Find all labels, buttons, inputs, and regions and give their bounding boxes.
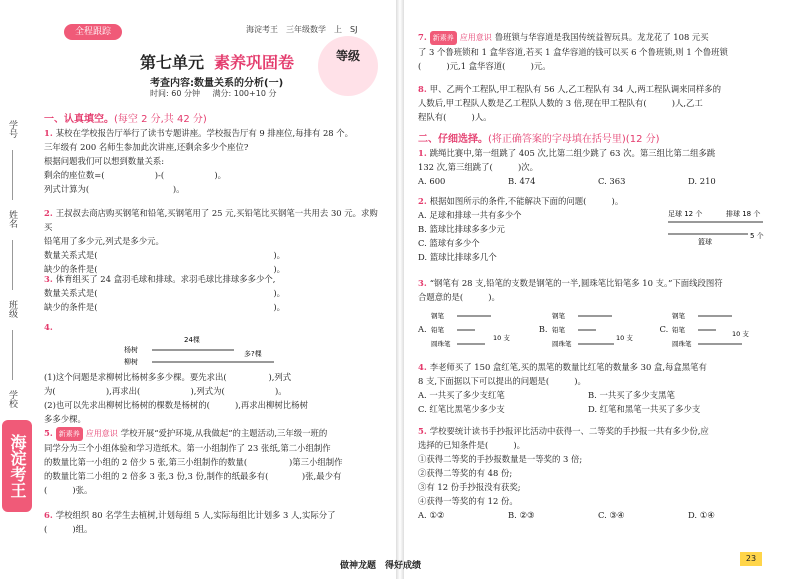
divider <box>12 330 13 380</box>
option-d[interactable]: D. ①④ <box>688 510 715 520</box>
choice-5 <box>418 424 788 522</box>
question-1 <box>44 126 384 196</box>
diagram-label: 10 支 <box>732 330 750 338</box>
option-letter: A. <box>418 324 427 334</box>
condition: ④获得一等奖的有 12 份。 <box>418 496 518 506</box>
options <box>418 174 788 188</box>
question-text: 数量关系式是( )。 <box>44 288 286 298</box>
question-text: 选择的已知条件是( )。 <box>418 440 526 450</box>
question-text: 人数后,甲工程队人数是乙工程队人数的 3 倍,现在甲工程队有( )人,乙工 <box>418 98 703 108</box>
question-text: ( )张。 <box>44 485 93 495</box>
option-a[interactable]: A. 足球和排球一共有多少个 <box>418 210 522 220</box>
option-c[interactable] <box>660 308 763 350</box>
line-segment-diagram <box>124 334 324 370</box>
question-text: 数量关系式是( )。 <box>44 250 286 260</box>
book-info: 海淀考王 三年级数学 上 SJ <box>246 25 358 34</box>
question-text: 王叔叔去商店购买钢笔和铅笔,买钢笔用了 25 元,买铅笔比买钢笔一共用去 30 元。求购买 <box>44 208 378 232</box>
question-text: 体育组买了 24 盒羽毛球和排球。求羽毛球比排球多多少个, <box>55 274 276 284</box>
score-label: 满分: 100+10 分 <box>212 89 277 98</box>
option-c-diagram <box>672 308 762 350</box>
question-text: 多多少棵。 <box>44 414 86 424</box>
question-text: “钢笔有 28 支,铅笔的支数是钢笔的一半,圆珠笔比铅笔多 10 支。”下面线段图符 <box>429 278 723 288</box>
condition: ②获得二等奖的有 48 份; <box>418 468 513 478</box>
question-text: 同学分为三个小组体验和学习造纸术。第一小组制作了 23 张纸,第二小组制作 <box>44 443 331 453</box>
option-c[interactable]: C. ③④ <box>598 510 625 520</box>
question-number: 4. <box>418 362 427 372</box>
footer-slogan: 做神龙题 得好成绩 <box>340 561 422 571</box>
diagram-label: 柳树 <box>124 358 138 366</box>
grade-circle: 等级 <box>318 36 378 96</box>
right-page <box>402 0 800 579</box>
question-text: 跳绳比赛中,第一组跳了 405 次,比第二组少跳了 63 次。第三组比第二组多跳 <box>429 148 716 158</box>
option-d[interactable]: D. 篮球比排球多几个 <box>418 252 497 262</box>
question-text: (1)这个问题是求柳树比杨树多多少棵。要先求出( ),列式 <box>44 372 292 382</box>
application-tag: 应用意识 <box>459 33 492 42</box>
question-number: 7. <box>418 32 427 42</box>
divider <box>12 240 13 290</box>
option-a[interactable]: A. 600 <box>418 176 446 186</box>
question-4 <box>44 320 384 426</box>
option-b-diagram <box>552 308 642 350</box>
diagram-label: 10 支 <box>492 334 510 342</box>
condition: ③有 12 份手抄报没有获奖; <box>418 482 521 492</box>
option-a[interactable] <box>418 308 521 350</box>
question-number: 3. <box>44 274 53 284</box>
question-text: 程队有( )人。 <box>418 112 492 122</box>
left-page <box>0 0 398 579</box>
diagram-label: 钢笔 <box>430 312 444 320</box>
brand-logo: 海淀考王 <box>2 420 32 512</box>
section-2-title: 二、仔细选择。 <box>418 134 488 145</box>
question-text: 缺少的条件是( )。 <box>44 264 286 274</box>
exam-meta <box>150 88 286 99</box>
question-text: 铅笔用了多少元,列式是多少元。 <box>44 236 164 246</box>
option-a[interactable]: A. ①② <box>418 510 445 520</box>
option-d[interactable]: D. 210 <box>688 176 716 186</box>
option-b[interactable]: B. 474 <box>508 176 536 186</box>
question-text: 根据问题我们可以想到数量关系: <box>44 156 165 166</box>
question-number: 1. <box>418 148 427 158</box>
choice-3-options <box>418 308 788 350</box>
option-b[interactable] <box>539 308 642 350</box>
diagram-label: 圆珠笔 <box>551 340 572 348</box>
choice-2-diagram <box>668 208 778 248</box>
diagram-label: 多?棵 <box>244 350 262 358</box>
question-text: 为( ),再求出( ),列式为( )。 <box>44 386 287 396</box>
question-text: 的数量比第一小组的 2 倍少 5 张,第三小组制作的数量( )第三小组制作 <box>44 457 343 467</box>
options <box>418 508 788 522</box>
question-number: 2. <box>44 208 53 218</box>
question-text: (2)也可以先求出柳树比杨树的棵数是杨树的( ),再求出柳树比杨树 <box>44 400 308 410</box>
question-text: 的数量比第二小组的 2 倍多 3 张,3 份,3 份,制作的纸最多有( )张,最少有 <box>44 471 342 481</box>
question-2 <box>44 206 384 276</box>
new-literacy-tag: 新素养 <box>430 31 457 45</box>
unit-title: 素养巩固卷 <box>214 53 295 72</box>
choice-3 <box>418 276 788 350</box>
question-5 <box>44 426 384 497</box>
choice-4 <box>418 360 788 416</box>
option-b[interactable]: B. ②③ <box>508 510 535 520</box>
question-text: 学校组织 80 名学生去植树,计划每组 5 人,实际每组比计划多 3 人,实际分了 <box>55 510 336 520</box>
application-tag: 应用意识 <box>85 429 118 438</box>
question-text: 李老师买了 150 盒红笔,买的黑笔的数量比红笔的数量多 30 盒,每盒黑笔有 <box>429 362 707 372</box>
diagram-label: 铅笔 <box>672 326 686 334</box>
option-b[interactable]: B. 篮球比排球多多少元 <box>418 224 505 234</box>
condition: ①获得二等奖的手抄报数量是一等奖的 3 倍; <box>418 454 583 464</box>
time-label: 时间: 60 分钟 <box>150 89 200 98</box>
diagram-label: 足球 12 个 <box>668 210 703 218</box>
question-text: ( )元,1 盒华容道( )元。 <box>418 61 551 71</box>
diagram-label: 铅笔 <box>551 326 565 334</box>
question-text: 列式计算为( )。 <box>44 184 185 194</box>
diagram-label: 铅笔 <box>430 326 444 334</box>
options <box>418 388 788 416</box>
question-8 <box>418 82 788 124</box>
question-number: 6. <box>44 510 53 520</box>
question-text: 合题意的是( )。 <box>418 292 500 302</box>
question-number: 5. <box>44 428 53 438</box>
question-number: 4. <box>44 322 53 332</box>
question-number: 5. <box>418 426 427 436</box>
question-text: ( )组。 <box>44 524 93 534</box>
student-number-label: 学号 <box>7 120 17 138</box>
option-d[interactable]: D. 红笔和黑笔一共买了多少支 <box>588 404 701 414</box>
class-label: 班级 <box>7 300 17 318</box>
question-text: 甲、乙两个工程队,甲工程队有 56 人,乙工程队有 34 人,两工程队调来同样多的 <box>429 84 721 94</box>
diagram-label: 排球 18 个 <box>726 210 761 218</box>
diagram-label: 24棵 <box>184 336 200 344</box>
subtitle: 考查内容:数量关系的分析(一) <box>150 78 284 89</box>
diagram-label: 5 个 <box>750 232 764 240</box>
question-text: 学校要统计读书手抄报评比活动中获得一、二等奖的手抄报一共有多少份,应 <box>429 426 709 436</box>
question-3 <box>44 272 384 314</box>
question-7 <box>418 30 788 73</box>
option-letter: C. <box>659 324 669 334</box>
diagram-label: 圆珠笔 <box>430 340 451 348</box>
question-text: 根据如图所示的条件,不能解决下面的问题( )。 <box>429 196 624 206</box>
choice-1 <box>418 146 788 188</box>
question-text: 缺少的条件是( )。 <box>44 302 286 312</box>
question-text: 鲁班锁与华容道是我国传统益智玩具。龙龙花了 108 元买 <box>494 32 709 42</box>
question-text: 了 3 个鲁班锁和 1 盒华容道,若买 1 盒华容道的钱可以买 6 个鲁班锁,则 1 个鲁班锁 <box>418 47 728 57</box>
section-1-title: 一、认真填空。 <box>44 114 114 125</box>
page-number: 23 <box>740 552 762 566</box>
choice-2 <box>418 194 788 264</box>
diagram-label: 篮球 <box>698 238 712 246</box>
diagram-label: 圆珠笔 <box>672 340 692 348</box>
section-title <box>44 110 207 125</box>
section-1-note: (每空 2 分,共 42 分) <box>114 114 207 125</box>
option-a-diagram <box>431 308 521 350</box>
page-title <box>140 50 294 73</box>
unit-label: 第七单元 <box>140 53 205 72</box>
option-c[interactable]: C. 红笔比黑笔少多少支 <box>418 404 505 414</box>
diagram-label: 钢笔 <box>672 312 686 320</box>
question-text: 学校开展“爱护环境,从我做起”的主题活动,三年级一班的 <box>120 428 328 438</box>
diagram-label: 杨树 <box>124 346 138 354</box>
option-letter: B. <box>538 324 548 334</box>
name-label: 姓名 <box>7 210 17 228</box>
question-text: 132 次,第三组跳了( )次。 <box>418 162 538 172</box>
section-2-note: (将正确答案的字母填在括号里)(12 分) <box>488 134 660 145</box>
section-title <box>418 130 660 145</box>
question-number: 8. <box>418 84 427 94</box>
school-label: 学校 <box>7 390 17 408</box>
header-badge: 全程跟踪 <box>64 24 122 40</box>
diagram-label: 10 支 <box>615 334 633 342</box>
option-c[interactable]: C. 363 <box>598 176 626 186</box>
option-c[interactable]: C. 篮球有多少个 <box>418 238 480 248</box>
question-number: 1. <box>44 128 53 138</box>
question-number: 3. <box>418 278 427 288</box>
question-number: 2. <box>418 196 427 206</box>
question-text: 三年级有 200 名师生参加此次讲座,还剩余多少个座位? <box>44 142 249 152</box>
question-text: 某校在学校报告厅举行了读书专题讲座。学校报告厅有 9 排座位,每排有 28 个。 <box>55 128 354 138</box>
option-b[interactable]: B. 一共买了多少支黑笔 <box>588 390 675 400</box>
divider <box>12 150 13 200</box>
question-text: 8 支,下面据以下可以提出的问题是( )。 <box>418 376 586 386</box>
question-6 <box>44 508 384 536</box>
option-a[interactable]: A. 一共买了多少支红笔 <box>418 390 505 400</box>
question-text: 剩余的座位数=( )-( )。 <box>44 170 227 180</box>
new-literacy-tag: 新素养 <box>56 427 83 441</box>
diagram-label: 钢笔 <box>551 312 565 320</box>
